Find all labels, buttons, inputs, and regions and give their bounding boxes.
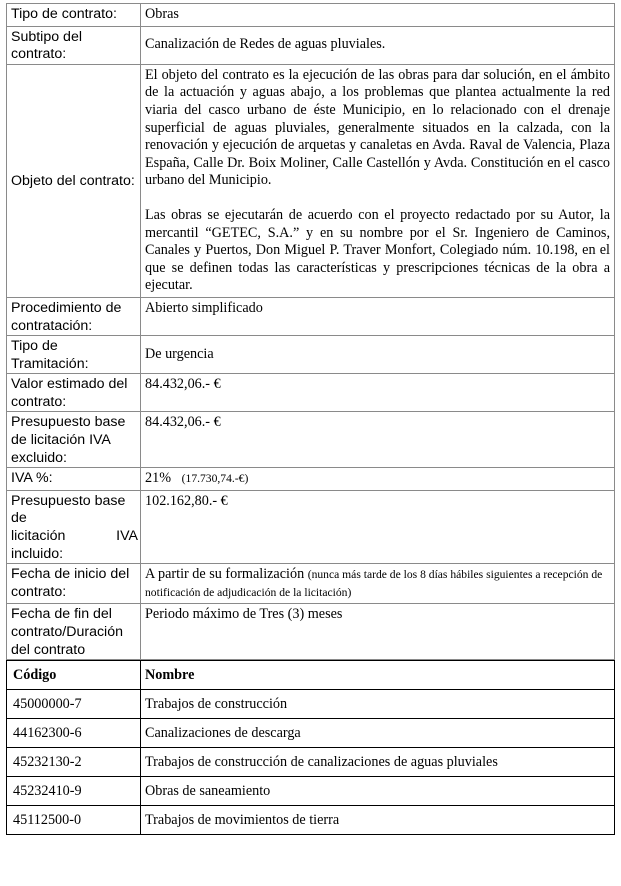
value-presupuesto-sin-iva: 84.432,06.- € <box>141 412 615 468</box>
iva-percent: 21% <box>145 470 172 487</box>
row-iva <box>7 468 615 491</box>
codes-header-code: Código <box>7 661 141 690</box>
objeto-paragraph-1: El objeto del contrato es la ejecución de las obras para dar solución, en el ámbito de la actuación y aguas abajo, a los problemas que plantea actualmente la red viaria del casco urbano de éste Municipio, en lo relacionado con el drenaje superficial de aguas pluviales, generalmente situados en la calzada, con la renovación y ejecución de arquetas y canaletas en Avda. Raval de Valencia, Plaza España, Calle Dr. Boix Moliner, Calle Castellón y Avda. Constitución en el casco urbano del Municipio. <box>145 66 610 189</box>
value-fecha-inicio <box>141 564 615 604</box>
iva-amount: (17.730,74.-€) <box>181 472 249 486</box>
row-tipo-contrato <box>7 4 615 27</box>
value-subtipo-contrato: Canalización de Redes de aguas pluviales. <box>141 26 615 64</box>
label-presupuesto-con-iva <box>7 490 141 563</box>
table-row <box>7 748 615 777</box>
label-fecha-inicio: Fecha de inicio del contrato: <box>7 564 141 604</box>
value-objeto-contrato <box>141 64 615 297</box>
fecha-inicio-note: (nunca más tarde de los 8 días hábiles siguientes a recepción de notificación de adjudicación de la licitación) <box>145 568 603 599</box>
contract-document <box>6 3 614 835</box>
name-cell: Canalizaciones de descarga <box>141 719 615 748</box>
value-presupuesto-con-iva: 102.162,80.- € <box>141 490 615 563</box>
code-cell: 45232410-9 <box>7 777 141 806</box>
label-tramitacion: Tipo de Tramitación: <box>7 336 141 374</box>
value-tipo-contrato: Obras <box>141 4 615 27</box>
label-presupuesto-con-iva-line1: Presupuesto base de <box>11 492 126 527</box>
objeto-paragraph-2: Las obras se ejecutarán de acuerdo con el proyecto redactado por su Autor, la mercantil “GETEC, S.A.” y en su nombre por el Sr. Ingeniero de Caminos, Canales y Puertos, Don Miguel P. Traver Monfort, Colegiado núm. 10.198, en el que se definen todas las características y prescripciones técnicas de la obra a ejecutar. <box>145 206 610 294</box>
codes-header-row <box>7 661 615 690</box>
label-presupuesto-sin-iva: Presupuesto base de licitación IVA excluido: <box>7 412 141 468</box>
row-subtipo-contrato <box>7 26 615 64</box>
value-tramitacion: De urgencia <box>141 336 615 374</box>
label-iva-word: IVA <box>116 528 138 545</box>
row-objeto-contrato <box>7 64 615 297</box>
value-iva <box>141 468 615 491</box>
row-tramitacion <box>7 336 615 374</box>
codes-header-name: Nombre <box>141 661 615 690</box>
table-row <box>7 719 615 748</box>
label-licitacion-word: licitación <box>11 528 66 545</box>
name-cell: Trabajos de construcción <box>141 690 615 719</box>
table-row <box>7 690 615 719</box>
label-valor-estimado: Valor estimado del contrato: <box>7 374 141 412</box>
label-fecha-fin: Fecha de fin del contrato/Duración del contrato <box>7 604 141 660</box>
code-cell: 44162300-6 <box>7 719 141 748</box>
value-fecha-fin: Periodo máximo de Tres (3) meses <box>141 604 615 660</box>
label-subtipo-contrato: Subtipo del contrato: <box>7 26 141 64</box>
table-row <box>7 777 615 806</box>
row-presupuesto-con-iva <box>7 490 615 563</box>
row-fecha-fin <box>7 604 615 660</box>
row-presupuesto-sin-iva <box>7 412 615 468</box>
code-cell: 45112500-0 <box>7 806 141 835</box>
row-fecha-inicio <box>7 564 615 604</box>
row-procedimiento <box>7 297 615 335</box>
code-cell: 45000000-7 <box>7 690 141 719</box>
cpv-codes-table <box>6 660 615 835</box>
label-objeto-contrato: Objeto del contrato: <box>7 64 141 297</box>
label-tipo-contrato: Tipo de contrato: <box>7 4 141 27</box>
table-row <box>7 806 615 835</box>
label-presupuesto-con-iva-line3: incluido: <box>11 545 64 562</box>
value-valor-estimado: 84.432,06.- € <box>141 374 615 412</box>
name-cell: Trabajos de movimientos de tierra <box>141 806 615 835</box>
name-cell: Trabajos de construcción de canalizaciones de aguas pluviales <box>141 748 615 777</box>
code-cell: 45232130-2 <box>7 748 141 777</box>
name-cell: Obras de saneamiento <box>141 777 615 806</box>
contract-info-table <box>6 3 615 660</box>
label-presupuesto-con-iva-line2 <box>11 528 138 546</box>
value-procedimiento: Abierto simplificado <box>141 297 615 335</box>
label-iva: IVA %: <box>7 468 141 491</box>
label-procedimiento: Procedimiento de contratación: <box>7 297 141 335</box>
fecha-inicio-main: A partir de su formalización <box>145 566 305 583</box>
row-valor-estimado <box>7 374 615 412</box>
